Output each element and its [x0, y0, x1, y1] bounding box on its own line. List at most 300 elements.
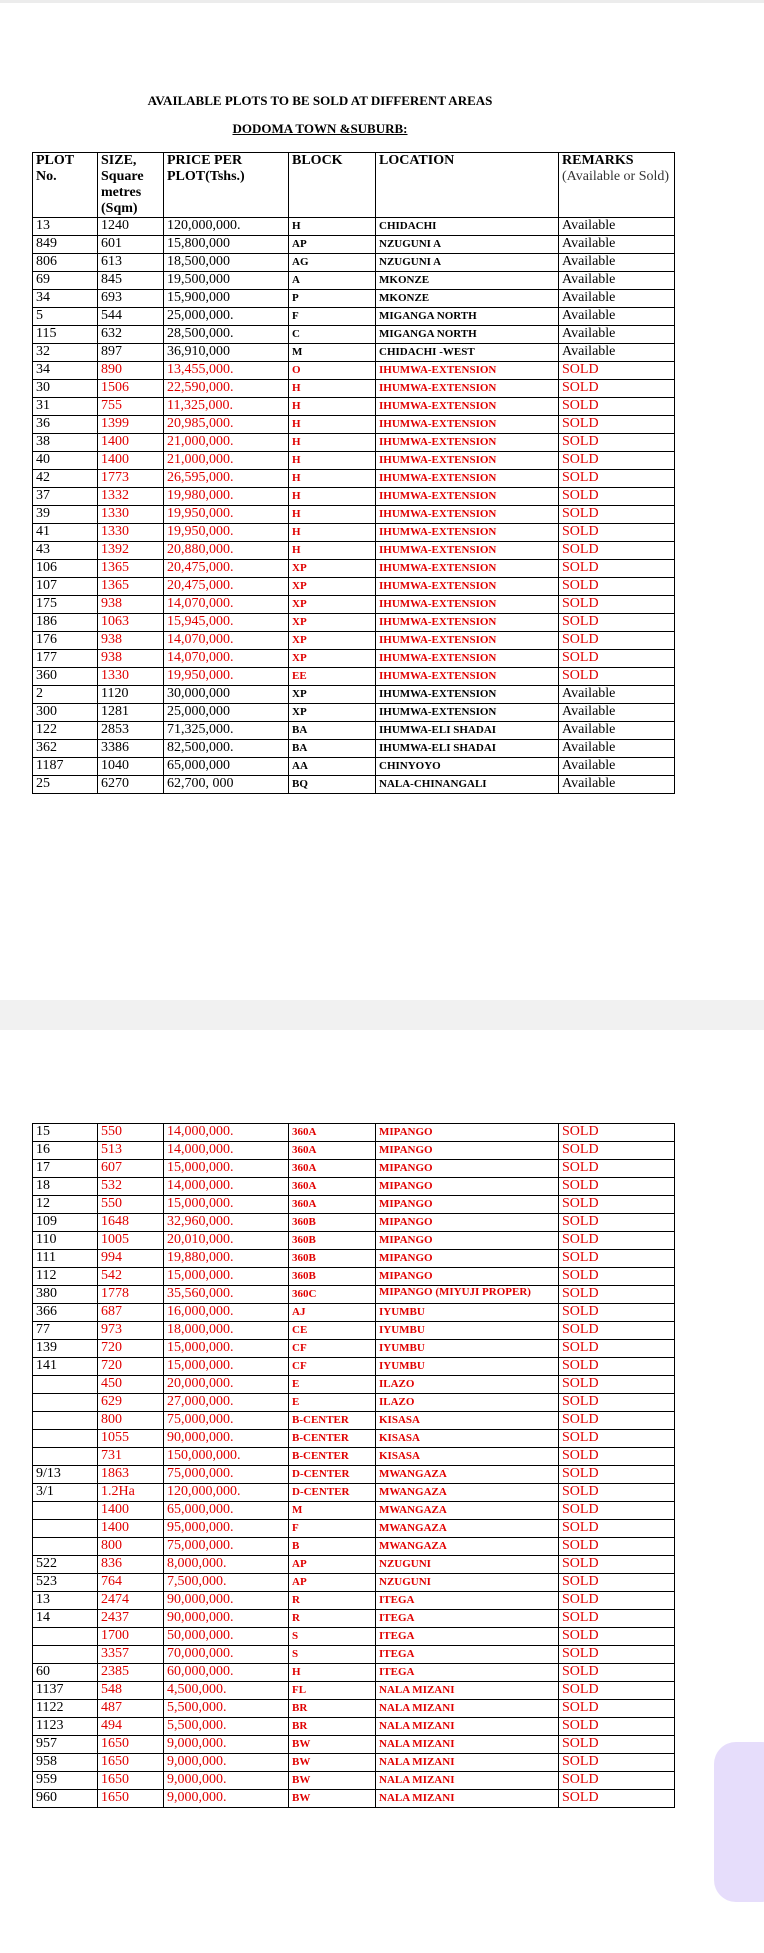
table-row	[33, 1268, 675, 1286]
plot-number: 300	[33, 704, 98, 722]
plot-size: 513	[98, 1142, 164, 1160]
plot-number: 111	[33, 1250, 98, 1268]
plot-block: S	[289, 1646, 376, 1664]
plot-price: 9,000,000.	[164, 1772, 289, 1790]
plot-size: 6270	[98, 776, 164, 794]
table-row	[33, 308, 675, 326]
plot-number: 37	[33, 488, 98, 506]
plot-number: 36	[33, 416, 98, 434]
table-body-page-1	[33, 218, 675, 794]
plot-location: MIPANGO	[376, 1250, 559, 1268]
plot-number: 30	[33, 380, 98, 398]
plot-price: 36,910,000	[164, 344, 289, 362]
plot-number	[33, 1628, 98, 1646]
plot-remarks: SOLD	[559, 1628, 675, 1646]
plot-block: H	[289, 470, 376, 488]
plot-size: 1281	[98, 704, 164, 722]
plots-table-page-1	[32, 152, 675, 794]
plot-remarks: SOLD	[559, 650, 675, 668]
plot-number: 18	[33, 1178, 98, 1196]
plot-price: 15,800,000	[164, 236, 289, 254]
table-row	[33, 596, 675, 614]
plot-location: IYUMBU	[376, 1340, 559, 1358]
plot-block: H	[289, 452, 376, 470]
plot-block: S	[289, 1628, 376, 1646]
plot-location: NZUGUNI A	[376, 254, 559, 272]
table-row	[33, 1520, 675, 1538]
plot-remarks: SOLD	[559, 1142, 675, 1160]
plot-location: MWANGAZA	[376, 1502, 559, 1520]
plot-size: 1055	[98, 1430, 164, 1448]
plot-number: 106	[33, 560, 98, 578]
plot-block: H	[289, 506, 376, 524]
plot-price: 14,070,000.	[164, 596, 289, 614]
plot-price: 70,000,000.	[164, 1646, 289, 1664]
document-title: AVAILABLE PLOTS TO BE SOLD AT DIFFERENT AREAS	[147, 93, 493, 108]
plot-size: 494	[98, 1718, 164, 1736]
plot-block: 360A	[289, 1160, 376, 1178]
plot-size: 1700	[98, 1628, 164, 1646]
plot-remarks: SOLD	[559, 1646, 675, 1664]
plot-location: IHUMWA-EXTENSION	[376, 686, 559, 704]
table-row	[33, 1376, 675, 1394]
plot-block: BW	[289, 1790, 376, 1808]
table-row	[33, 1340, 675, 1358]
plot-block: BA	[289, 740, 376, 758]
plot-size: 1392	[98, 542, 164, 560]
plot-location: CHIDACHI	[376, 218, 559, 236]
plot-location: MIGANGA NORTH	[376, 326, 559, 344]
plot-location: CHINYOYO	[376, 758, 559, 776]
plot-number: 1187	[33, 758, 98, 776]
plot-number	[33, 1646, 98, 1664]
plot-size: 1330	[98, 524, 164, 542]
plot-block: BR	[289, 1700, 376, 1718]
plot-price: 19,950,000.	[164, 506, 289, 524]
table-row	[33, 1754, 675, 1772]
plot-block: XP	[289, 596, 376, 614]
plot-price: 14,070,000.	[164, 632, 289, 650]
plot-size: 2437	[98, 1610, 164, 1628]
plot-number: 186	[33, 614, 98, 632]
table-row	[33, 1124, 675, 1142]
plot-size: 938	[98, 650, 164, 668]
plot-block: H	[289, 542, 376, 560]
plot-location: NALA MIZANI	[376, 1772, 559, 1790]
table-row	[33, 1250, 675, 1268]
table-row	[33, 650, 675, 668]
plot-price: 90,000,000.	[164, 1610, 289, 1628]
plot-price: 16,000,000.	[164, 1304, 289, 1322]
plot-location: IHUMWA-EXTENSION	[376, 434, 559, 452]
plot-price: 19,500,000	[164, 272, 289, 290]
plot-size: 1650	[98, 1772, 164, 1790]
table-row	[33, 1322, 675, 1340]
header-price: PRICE PER PLOT(Tshs.)	[164, 153, 289, 218]
plot-price: 75,000,000.	[164, 1538, 289, 1556]
plot-location: NALA MIZANI	[376, 1754, 559, 1772]
plot-size: 800	[98, 1412, 164, 1430]
plot-remarks: SOLD	[559, 632, 675, 650]
plot-price: 15,000,000.	[164, 1358, 289, 1376]
table-body-page-2	[33, 1124, 675, 1808]
plot-size: 2385	[98, 1664, 164, 1682]
plot-price: 25,000,000.	[164, 308, 289, 326]
plot-size: 1650	[98, 1790, 164, 1808]
plot-number: 34	[33, 362, 98, 380]
plot-size: 731	[98, 1448, 164, 1466]
table-row	[33, 542, 675, 560]
plot-size: 1506	[98, 380, 164, 398]
table-row	[33, 1772, 675, 1790]
plot-location: IHUMWA-EXTENSION	[376, 398, 559, 416]
plot-size: 1400	[98, 1502, 164, 1520]
plot-location: NALA-CHINANGALI	[376, 776, 559, 794]
plot-location: KISASA	[376, 1430, 559, 1448]
plot-number: 32	[33, 344, 98, 362]
plot-location: IHUMWA-EXTENSION	[376, 452, 559, 470]
plot-block: F	[289, 308, 376, 326]
plot-size: 897	[98, 344, 164, 362]
plot-number: 366	[33, 1304, 98, 1322]
plot-remarks: SOLD	[559, 1772, 675, 1790]
floating-assistant-tab[interactable]	[714, 1742, 764, 1902]
table-row	[33, 1412, 675, 1430]
table-row	[33, 632, 675, 650]
plot-price: 95,000,000.	[164, 1520, 289, 1538]
table-row	[33, 668, 675, 686]
plot-price: 19,980,000.	[164, 488, 289, 506]
plot-block: CF	[289, 1358, 376, 1376]
table-row	[33, 488, 675, 506]
table-row	[33, 1718, 675, 1736]
plot-price: 15,000,000.	[164, 1160, 289, 1178]
table-row	[33, 704, 675, 722]
header-size: SIZE, Square metres (Sqm)	[98, 153, 164, 218]
plot-remarks: SOLD	[559, 398, 675, 416]
plot-block: H	[289, 416, 376, 434]
header-remarks	[559, 153, 675, 218]
table-row	[33, 614, 675, 632]
table-row	[33, 1286, 675, 1304]
plot-block: EE	[289, 668, 376, 686]
plot-price: 50,000,000.	[164, 1628, 289, 1646]
plot-price: 8,000,000.	[164, 1556, 289, 1574]
plot-remarks: Available	[559, 308, 675, 326]
plot-remarks: SOLD	[559, 1556, 675, 1574]
plot-price: 75,000,000.	[164, 1466, 289, 1484]
plot-price: 35,560,000.	[164, 1286, 289, 1304]
plot-number	[33, 1394, 98, 1412]
plot-size: 1365	[98, 578, 164, 596]
plot-remarks: SOLD	[559, 1664, 675, 1682]
plot-size: 1648	[98, 1214, 164, 1232]
plot-block: H	[289, 488, 376, 506]
plot-location: MIGANGA NORTH	[376, 308, 559, 326]
plot-location: IHUMWA-EXTENSION	[376, 614, 559, 632]
table-row	[33, 1790, 675, 1808]
plot-location: IHUMWA-EXTENSION	[376, 668, 559, 686]
plot-number: 69	[33, 272, 98, 290]
plot-number: 38	[33, 434, 98, 452]
plot-size: 1120	[98, 686, 164, 704]
plot-remarks: SOLD	[559, 1286, 675, 1304]
plot-remarks: SOLD	[559, 1484, 675, 1502]
plot-size: 1863	[98, 1466, 164, 1484]
plot-number: 122	[33, 722, 98, 740]
plot-block: 360B	[289, 1214, 376, 1232]
plot-location: IYUMBU	[376, 1322, 559, 1340]
plot-location: MKONZE	[376, 272, 559, 290]
plot-size: 755	[98, 398, 164, 416]
plot-number	[33, 1502, 98, 1520]
plot-price: 20,000,000.	[164, 1376, 289, 1394]
plot-price: 27,000,000.	[164, 1394, 289, 1412]
plot-price: 15,000,000.	[164, 1340, 289, 1358]
plot-location: IHUMWA-ELI SHADAI	[376, 722, 559, 740]
plot-block: AJ	[289, 1304, 376, 1322]
plot-number: 523	[33, 1574, 98, 1592]
plot-number: 77	[33, 1322, 98, 1340]
plot-remarks: SOLD	[559, 1340, 675, 1358]
plot-location: IYUMBU	[376, 1304, 559, 1322]
plot-remarks: SOLD	[559, 1196, 675, 1214]
plot-number: 14	[33, 1610, 98, 1628]
plot-number: 115	[33, 326, 98, 344]
plot-location: NALA MIZANI	[376, 1682, 559, 1700]
plot-number: 31	[33, 398, 98, 416]
plot-size: 1063	[98, 614, 164, 632]
plot-block: 360A	[289, 1142, 376, 1160]
plot-price: 32,960,000.	[164, 1214, 289, 1232]
plot-location: NZUGUNI A	[376, 236, 559, 254]
plot-price: 120,000,000.	[164, 218, 289, 236]
plot-location: MIPANGO	[376, 1178, 559, 1196]
plot-block: BW	[289, 1754, 376, 1772]
plot-remarks: SOLD	[559, 1250, 675, 1268]
plot-price: 26,595,000.	[164, 470, 289, 488]
plot-number: 2	[33, 686, 98, 704]
plot-size: 607	[98, 1160, 164, 1178]
table-row	[33, 362, 675, 380]
plot-size: 1365	[98, 560, 164, 578]
plot-size: 764	[98, 1574, 164, 1592]
table-row	[33, 344, 675, 362]
plot-number: 360	[33, 668, 98, 686]
plot-remarks: SOLD	[559, 488, 675, 506]
plot-size: 693	[98, 290, 164, 308]
plot-block: H	[289, 434, 376, 452]
plot-remarks: SOLD	[559, 596, 675, 614]
plot-remarks: SOLD	[559, 1700, 675, 1718]
plot-price: 75,000,000.	[164, 1412, 289, 1430]
plot-size: 720	[98, 1358, 164, 1376]
plot-block: D-CENTER	[289, 1466, 376, 1484]
table-row	[33, 452, 675, 470]
plot-remarks: SOLD	[559, 1718, 675, 1736]
header-remarks-note: (Available or Sold)	[562, 169, 670, 184]
plot-price: 21,000,000.	[164, 434, 289, 452]
plot-location: CHIDACHI -WEST	[376, 344, 559, 362]
plot-location: IHUMWA-EXTENSION	[376, 380, 559, 398]
plot-size: 487	[98, 1700, 164, 1718]
plot-block: 360A	[289, 1178, 376, 1196]
plot-size: 550	[98, 1124, 164, 1142]
plot-location: IHUMWA-EXTENSION	[376, 704, 559, 722]
plot-location: IHUMWA-ELI SHADAI	[376, 740, 559, 758]
plot-block: B-CENTER	[289, 1448, 376, 1466]
plot-block: R	[289, 1610, 376, 1628]
plot-block: H	[289, 1664, 376, 1682]
plot-block: FL	[289, 1682, 376, 1700]
plot-remarks: SOLD	[559, 1358, 675, 1376]
plot-price: 20,475,000.	[164, 578, 289, 596]
plot-location: ITEGA	[376, 1664, 559, 1682]
plot-remarks: SOLD	[559, 416, 675, 434]
table-row	[33, 398, 675, 416]
plot-location: MKONZE	[376, 290, 559, 308]
table-row	[33, 560, 675, 578]
plot-price: 14,070,000.	[164, 650, 289, 668]
table-row	[33, 1430, 675, 1448]
plot-block: 360A	[289, 1124, 376, 1142]
plot-block: XP	[289, 704, 376, 722]
plot-block: B	[289, 1538, 376, 1556]
table-row	[33, 326, 675, 344]
plot-location: NALA MIZANI	[376, 1790, 559, 1808]
plot-remarks: SOLD	[559, 578, 675, 596]
plot-number: 959	[33, 1772, 98, 1790]
plot-location: ITEGA	[376, 1592, 559, 1610]
plot-number: 139	[33, 1340, 98, 1358]
table-row	[33, 1142, 675, 1160]
plot-size: 1399	[98, 416, 164, 434]
plot-number: 380	[33, 1286, 98, 1304]
page-top-divider	[0, 0, 764, 3]
plot-size: 542	[98, 1268, 164, 1286]
table-row	[33, 1628, 675, 1646]
plot-price: 19,950,000.	[164, 668, 289, 686]
plot-price: 15,900,000	[164, 290, 289, 308]
plot-remarks: Available	[559, 776, 675, 794]
plot-remarks: Available	[559, 236, 675, 254]
plot-size: 800	[98, 1538, 164, 1556]
plot-price: 150,000,000.	[164, 1448, 289, 1466]
page-separator	[0, 1000, 764, 1030]
plot-price: 22,590,000.	[164, 380, 289, 398]
plot-size: 532	[98, 1178, 164, 1196]
plot-remarks: Available	[559, 758, 675, 776]
plot-location: MIPANGO	[376, 1196, 559, 1214]
table-row	[33, 1502, 675, 1520]
plot-remarks: SOLD	[559, 1322, 675, 1340]
plot-remarks: SOLD	[559, 1736, 675, 1754]
plot-block: M	[289, 1502, 376, 1520]
table-row	[33, 290, 675, 308]
plot-remarks: SOLD	[559, 1610, 675, 1628]
plot-block: 360B	[289, 1268, 376, 1286]
plot-size: 548	[98, 1682, 164, 1700]
plot-block: D-CENTER	[289, 1484, 376, 1502]
plot-remarks: SOLD	[559, 470, 675, 488]
plot-block: E	[289, 1376, 376, 1394]
plot-size: 3357	[98, 1646, 164, 1664]
table-row	[33, 1610, 675, 1628]
table-row	[33, 1574, 675, 1592]
plot-block: P	[289, 290, 376, 308]
plot-block: BW	[289, 1772, 376, 1790]
table-row	[33, 740, 675, 758]
plot-location: MIPANGO	[376, 1214, 559, 1232]
plot-location: IHUMWA-EXTENSION	[376, 632, 559, 650]
plot-location: ITEGA	[376, 1610, 559, 1628]
table-row	[33, 758, 675, 776]
plot-price: 90,000,000.	[164, 1592, 289, 1610]
table-row	[33, 1556, 675, 1574]
plot-block: BW	[289, 1736, 376, 1754]
plot-number: 12	[33, 1196, 98, 1214]
plot-remarks: SOLD	[559, 1430, 675, 1448]
table-row	[33, 380, 675, 398]
plot-number: 43	[33, 542, 98, 560]
plot-location: IHUMWA-EXTENSION	[376, 596, 559, 614]
plot-block: XP	[289, 650, 376, 668]
plot-location: MIPANGO	[376, 1232, 559, 1250]
plot-block: C	[289, 326, 376, 344]
plot-price: 15,945,000.	[164, 614, 289, 632]
plot-block: O	[289, 362, 376, 380]
plot-remarks: SOLD	[559, 1466, 675, 1484]
plot-size: 845	[98, 272, 164, 290]
plot-number	[33, 1430, 98, 1448]
plot-size: 1330	[98, 506, 164, 524]
plot-price: 14,000,000.	[164, 1178, 289, 1196]
plot-price: 14,000,000.	[164, 1124, 289, 1142]
plot-remarks: SOLD	[559, 560, 675, 578]
plot-price: 15,000,000.	[164, 1268, 289, 1286]
plot-block: 360B	[289, 1250, 376, 1268]
table-row	[33, 1196, 675, 1214]
plot-remarks: SOLD	[559, 1538, 675, 1556]
plot-remarks: Available	[559, 290, 675, 308]
plot-price: 60,000,000.	[164, 1664, 289, 1682]
plot-block: H	[289, 524, 376, 542]
document-page-2	[0, 1030, 764, 1953]
plot-size: 629	[98, 1394, 164, 1412]
plot-block: H	[289, 218, 376, 236]
plot-size: 1400	[98, 434, 164, 452]
plot-location: IHUMWA-EXTENSION	[376, 416, 559, 434]
table-row	[33, 776, 675, 794]
plot-number: 42	[33, 470, 98, 488]
plot-price: 14,000,000.	[164, 1142, 289, 1160]
plot-location: MIPANGO	[376, 1124, 559, 1142]
plot-number: 107	[33, 578, 98, 596]
plot-block: 360C	[289, 1286, 376, 1304]
plot-remarks: SOLD	[559, 380, 675, 398]
plot-number: 960	[33, 1790, 98, 1808]
plot-block: XP	[289, 686, 376, 704]
plot-location: NALA MIZANI	[376, 1718, 559, 1736]
table-row	[33, 1232, 675, 1250]
plot-location: IHUMWA-EXTENSION	[376, 488, 559, 506]
plot-price: 62,700, 000	[164, 776, 289, 794]
plot-remarks: Available	[559, 740, 675, 758]
plot-number: 5	[33, 308, 98, 326]
plot-number: 3/1	[33, 1484, 98, 1502]
plot-number: 17	[33, 1160, 98, 1178]
plot-block: BA	[289, 722, 376, 740]
